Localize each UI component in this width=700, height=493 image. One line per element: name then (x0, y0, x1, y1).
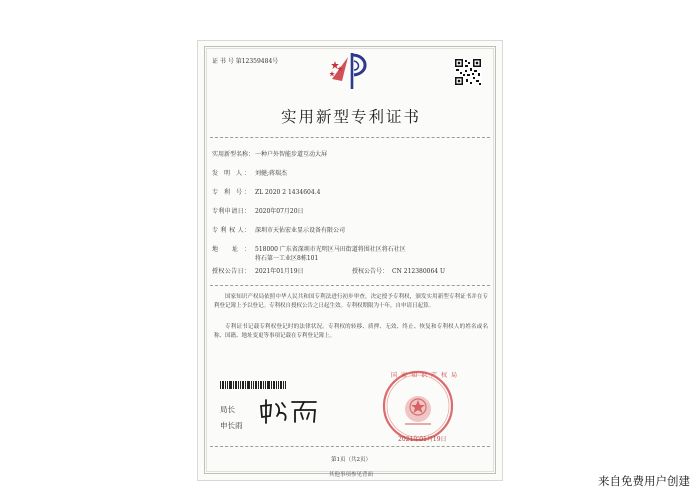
qr-code-icon (454, 58, 482, 86)
field-value-grant-date: 2021年01月19日 (255, 268, 304, 275)
field-value-name: 一种户外智能步道互动大屏 (255, 151, 328, 158)
field-label-name: 实用新型名称： (212, 151, 255, 158)
field-value-address-line2: 将石第一工业区8栋101 (255, 255, 319, 262)
director-title: 局长 (220, 405, 235, 414)
certificate-title: 实用新型专利证书 (280, 108, 421, 126)
barcode-icon (220, 381, 286, 389)
footer-note: 其他事项参见背面 (328, 472, 373, 478)
field-value-apply-date: 2020年07月20日 (255, 208, 304, 215)
field-value-address-line1: 518000 广东省深圳市光明区马田街道将围社区将石社区 (255, 246, 406, 253)
field-label-apply-date: 专利申请日： (212, 208, 250, 215)
body-paragraph-1: 国家知识产权局依照中华人民共和国专利法进行初步审查，决定授予专利权，颁发实用新型专利证书并在专利登记簿上予以登记。专利权自授权公告之日起生效。专利权期限为十年，自申请日起算。 (214, 294, 488, 309)
field-value-patent-no: ZL 2020 2 1434604.4 (255, 189, 321, 196)
field-label-patentee: 专 利 权 人： (212, 227, 250, 234)
cnipa-logo (326, 49, 372, 91)
fields-divider (210, 285, 490, 286)
field-value-inventor: 刘健;蒋瑞杰 (255, 170, 288, 177)
field-label-grant-date: 授权公告日： (212, 268, 250, 275)
field-label-inventor: 发 明 人： (212, 170, 250, 177)
certificate-number: 证 书 号 第12359484号 (212, 58, 279, 65)
seal-date: 2021年01月19日 (398, 436, 447, 443)
page-indicator: 第1页（共2页） (331, 457, 371, 463)
title-divider (210, 137, 490, 138)
official-seal (381, 369, 455, 443)
field-label-patent-no: 专 利 号： (212, 189, 250, 196)
director-name: 申长雨 (220, 421, 243, 430)
watermark-text: 来自免费用户创建 (598, 474, 690, 488)
body-paragraph-2: 专利证书记载专利权登记时的法律状况。专利权的转移、质押、无效、终止、恢复和专利权人的姓名或名称、国籍、地址变更等事项记载在专利登记簿上。 (214, 324, 488, 339)
certificate-page (197, 40, 503, 481)
seal-text: 国家知识产权局 (391, 372, 462, 379)
field-label-address: 地 址： (212, 246, 250, 253)
field-value-grant-no: CN 212380064 U (392, 268, 446, 275)
footer-divider (210, 446, 490, 447)
field-label-grant-no: 授权公告号： (352, 268, 389, 275)
director-signature (258, 398, 320, 424)
field-value-patentee: 深圳市天佑宏业显示设备有限公司 (255, 227, 346, 234)
